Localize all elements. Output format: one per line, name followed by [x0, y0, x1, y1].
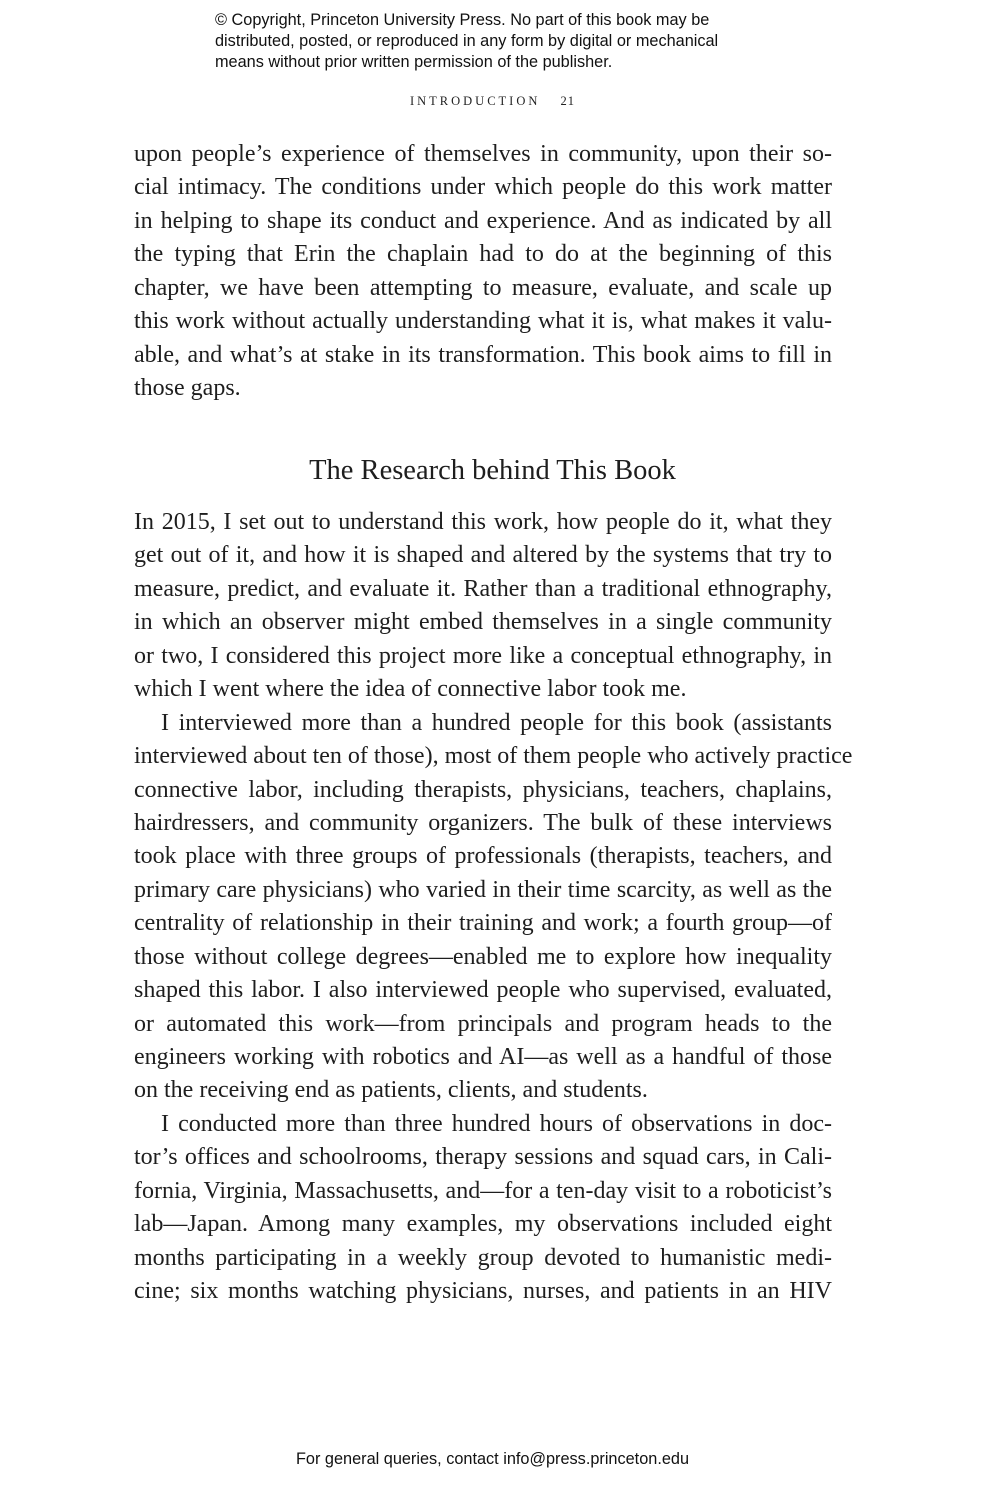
text-line: cial intimacy. The conditions under which people do this work matter	[134, 174, 832, 201]
text-line: measure, predict, and evaluate it. Rather than a traditional ethnography,	[134, 575, 832, 602]
text-line: centrality of relationship in their training and work; a fourth group—of	[134, 910, 832, 937]
text-line: lab—Japan. Among many examples, my observations included eight	[134, 1211, 832, 1238]
text-line: those gaps.	[134, 375, 241, 402]
text-line: or automated this work—from principals and program heads to the	[134, 1010, 832, 1037]
copyright-line: distributed, posted, or reproduced in any form by digital or mechanical	[215, 32, 719, 50]
text-line: cine; six months watching physicians, nurses, and patients in an HIV	[134, 1278, 832, 1305]
text-line: or two, I considered this project more like a conceptual ethnography, in	[134, 642, 832, 669]
text-line: In 2015, I set out to understand this work, how people do it, what they	[134, 509, 832, 535]
text-line: this work without actually understanding what it is, what makes it valu-	[134, 308, 832, 335]
text-line: in helping to shape its conduct and experience. And as indicated by all	[134, 207, 832, 234]
text-line: connective labor, including therapists, physicians, teachers, chaplains,	[134, 776, 832, 803]
text-line: the typing that Erin the chaplain had to do at the beginning of this	[134, 241, 832, 268]
text-line: fornia, Virginia, Massachusetts, and—for a ten-day visit to a roboticist’s	[134, 1177, 832, 1204]
text-line: primary care physicians) who varied in their time scarcity, as well as the	[134, 876, 832, 903]
text-line: I conducted more than three hundred hours of observations in doc-	[161, 1110, 832, 1137]
text-line: engineers working with robotics and AI—as well as a handful of those	[134, 1044, 832, 1070]
text-line: which I went where the idea of connective labor took me.	[134, 676, 687, 703]
running-head-section: INTRODUCTION	[409, 94, 541, 108]
text-line: in which an observer might embed themselves in a single community	[134, 609, 832, 636]
copyright-line: means without prior written permission of the publisher.	[215, 53, 613, 71]
body-paragraph-2	[134, 506, 853, 1309]
text-line: hairdressers, and community organizers. The bulk of these interviews	[134, 809, 832, 836]
copyright-line: © Copyright, Princeton University Press. No part of this book may be	[215, 11, 710, 29]
running-head	[0, 94, 985, 109]
text-line: those without college degrees—enabled me to explore how inequality	[134, 943, 832, 970]
text-line: get out of it, and how it is shaped and altered by the systems that try to	[134, 542, 832, 569]
text-line: took place with three groups of professionals (therapists, teachers, and	[134, 843, 832, 870]
footer-contact: For general queries, contact info@press.princeton.edu	[295, 1450, 690, 1468]
body-paragraph-1	[134, 138, 832, 406]
text-line: shaped this labor. I also interviewed people who supervised, evaluated,	[134, 977, 832, 1004]
text-line: upon people’s experience of themselves in community, upon their so-	[134, 141, 832, 167]
text-line: months participating in a weekly group devoted to humanistic medi-	[134, 1244, 832, 1271]
text-line: I interviewed more than a hundred people for this book (assistants	[161, 709, 832, 736]
text-line: tor’s offices and schoolrooms, therapy sessions and squad cars, in Cali-	[134, 1144, 832, 1171]
section-heading: The Research behind This Book	[309, 455, 676, 486]
text-line: able, and what’s at stake in its transformation. This book aims to fill in	[134, 341, 832, 368]
text-line: chapter, we have been attempting to measure, evaluate, and scale up	[134, 274, 832, 301]
text-line: interviewed about ten of those), most of them people who actively practice	[134, 743, 853, 770]
text-line: on the receiving end as patients, clients, and students.	[134, 1077, 648, 1104]
copyright-notice	[215, 10, 815, 73]
page-number: 21	[560, 94, 576, 108]
